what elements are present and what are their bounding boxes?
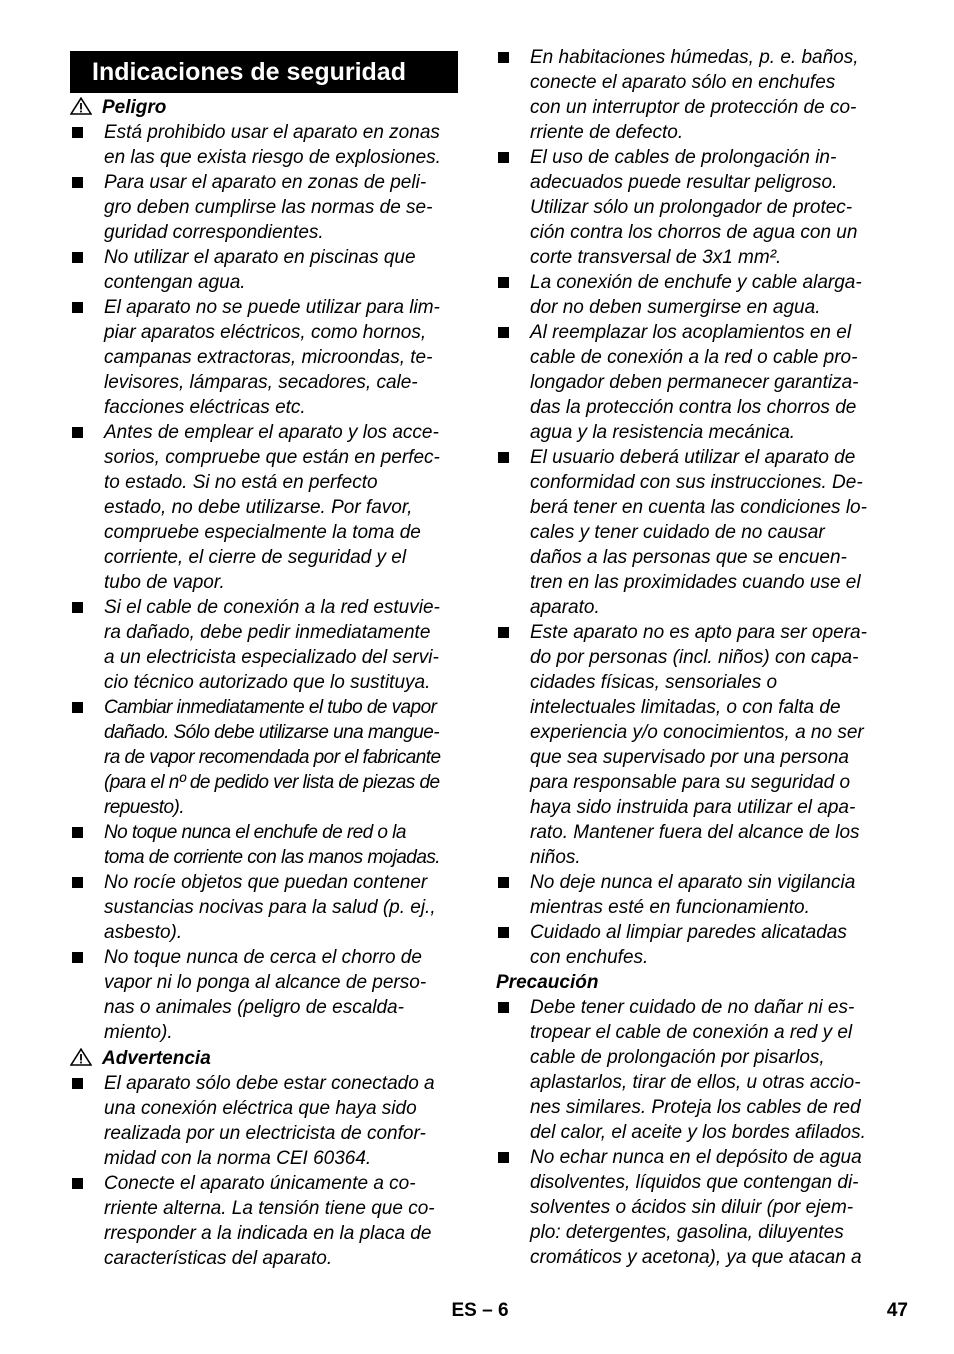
advertencia-block (70, 1046, 460, 1271)
advertencia-list-right (496, 45, 888, 970)
peligro-heading-text: Peligro (102, 97, 167, 118)
square-bullet-icon (498, 1002, 509, 1013)
square-bullet-icon (72, 177, 83, 188)
list-item: En habitaciones húmedas, p. e. baños, conecte el aparato sólo en enchufes con un interruptor de protección de co- rriente de defecto. (496, 45, 888, 145)
list-item: Para usar el aparato en zonas de peli- gro deben cumplirse las normas de se- guridad correspondientes. (70, 170, 460, 245)
list-item: No toque nunca el enchufe de red o la toma de corriente con las manos mojadas. (70, 820, 460, 870)
square-bullet-icon (72, 827, 83, 838)
square-bullet-icon (498, 152, 509, 163)
square-bullet-icon (498, 52, 509, 63)
square-bullet-icon (498, 627, 509, 638)
list-item: El aparato sólo debe estar conectado a una conexión eléctrica que haya sido realizada por un electricista de confor- midad con la norma CEI 60364. (70, 1071, 460, 1171)
square-bullet-icon (72, 602, 83, 613)
page-number: 47 (886, 1300, 908, 1321)
advertencia-list-left (70, 1071, 460, 1271)
warning-triangle-icon (70, 1048, 92, 1066)
list-item: El uso de cables de prolongación in- adecuados puede resultar peligroso. Utilizar sólo un prolongador de protec- ción contra los chorros de agua con un corte transversal de 3x1 mm². (496, 145, 888, 270)
list-item: Debe tener cuidado de no dañar ni es- tropear el cable de conexión a red y el cable de prolongación por pisarlos, aplastarlos, tirar de ellos, u otras accio- nes similares. Proteja los cables de red del calor, el aceite y los bordes afilados. (496, 995, 888, 1145)
square-bullet-icon (72, 427, 83, 438)
warning-triangle-icon (70, 97, 92, 115)
list-item: No toque nunca de cerca el chorro de vapor ni lo ponga al alcance de perso- nas o animales (peligro de escalda- miento). (70, 945, 460, 1045)
section-title-banner: Indicaciones de seguridad (70, 51, 458, 93)
peligro-list (70, 120, 460, 1045)
square-bullet-icon (72, 952, 83, 963)
list-item: Cuidado al limpiar paredes alicatadas con enchufes. (496, 920, 888, 970)
square-bullet-icon (72, 877, 83, 888)
list-item: Conecte el aparato únicamente a co- rriente alterna. La tensión tiene que co- rresponder a la indicada en la placa de características del aparato. (70, 1171, 460, 1271)
square-bullet-icon (498, 927, 509, 938)
list-item: Si el cable de conexión a la red estuvie- ra dañado, debe pedir inmediatamente a un electricista especializado del servi- cio técnico autorizado que lo sustituya. (70, 595, 460, 695)
list-item: Este aparato no es apto para ser opera- do por personas (incl. niños) con capa- cidades físicas, sensoriales o intelectuales limitadas, o con falta de experiencia y/o conocimientos, a no ser que sea supervisado por una persona para responsable para su seguridad o haya sido instruida para utilizar el apa- rato. Mantener fuera del alcance de los niños. (496, 620, 888, 870)
list-item: No rocíe objetos que puedan contener sustancias nocivas para la salud (p. ej., asbesto). (70, 870, 460, 945)
list-item: Está prohibido usar el aparato en zonas en las que exista riesgo de explosiones. (70, 120, 460, 170)
advertencia-heading-text: Advertencia (102, 1048, 211, 1069)
square-bullet-icon (498, 877, 509, 888)
peligro-block (70, 95, 460, 1045)
list-item: El usuario deberá utilizar el aparato de conformidad con sus instrucciones. De- berá tener en cuenta las condiciones lo- cales y tener cuidado de no causar daños a las personas que se encuen- tren en las proximidades cuando use el aparato. (496, 445, 888, 620)
list-item: La conexión de enchufe y cable alarga- dor no deben sumergirse en agua. (496, 270, 888, 320)
list-item: Cambiar inmediatamente el tubo de vapor dañado. Sólo debe utilizarse una mangue- ra de vapor recomendada por el fabricante (para el nº de pedido ver lista de piezas de repuesto). (70, 695, 460, 820)
list-item: Antes de emplear el aparato y los acce- sorios, compruebe que están en perfec- to estado. Si no está en perfecto estado, no debe utilizarse. Por favor, compruebe especialmente la toma de corriente, el cierre de seguridad y el tubo de vapor. (70, 420, 460, 595)
list-item: No utilizar el aparato en piscinas que contengan agua. (70, 245, 460, 295)
list-item: No echar nunca en el depósito de agua disolventes, líquidos que contengan di- solventes o ácidos sin diluir (por ejem- plo: detergentes, gasolina, diluyentes cromáticos y acetona), ya que atacan a (496, 1145, 888, 1270)
square-bullet-icon (498, 1152, 509, 1163)
square-bullet-icon (72, 302, 83, 313)
square-bullet-icon (72, 127, 83, 138)
list-item: El aparato no se puede utilizar para lim- piar aparatos eléctricos, como hornos, campanas extractoras, microondas, te- levisores, lámparas, secadores, cale- facciones eléctricas etc. (70, 295, 460, 420)
square-bullet-icon (72, 252, 83, 263)
square-bullet-icon (498, 277, 509, 288)
square-bullet-icon (72, 1078, 83, 1089)
list-item: No deje nunca el aparato sin vigilancia mientras esté en funcionamiento. (496, 870, 888, 920)
precaucion-heading: Precaución (496, 972, 599, 993)
list-item: Al reemplazar los acoplamientos en el cable de conexión a la red o cable pro- longador deben permanecer garantiza- das la protección contra los chorros de agua y la resistencia mecánica. (496, 320, 888, 445)
precaucion-list (496, 995, 888, 1270)
square-bullet-icon (72, 702, 83, 713)
advertencia-heading (70, 1046, 460, 1071)
advertencia-continued-block (496, 45, 888, 970)
peligro-heading (70, 95, 460, 120)
square-bullet-icon (498, 452, 509, 463)
section-page-label: ES – 6 (451, 1300, 509, 1321)
square-bullet-icon (72, 1178, 83, 1189)
precaucion-block (496, 970, 888, 1270)
square-bullet-icon (498, 327, 509, 338)
